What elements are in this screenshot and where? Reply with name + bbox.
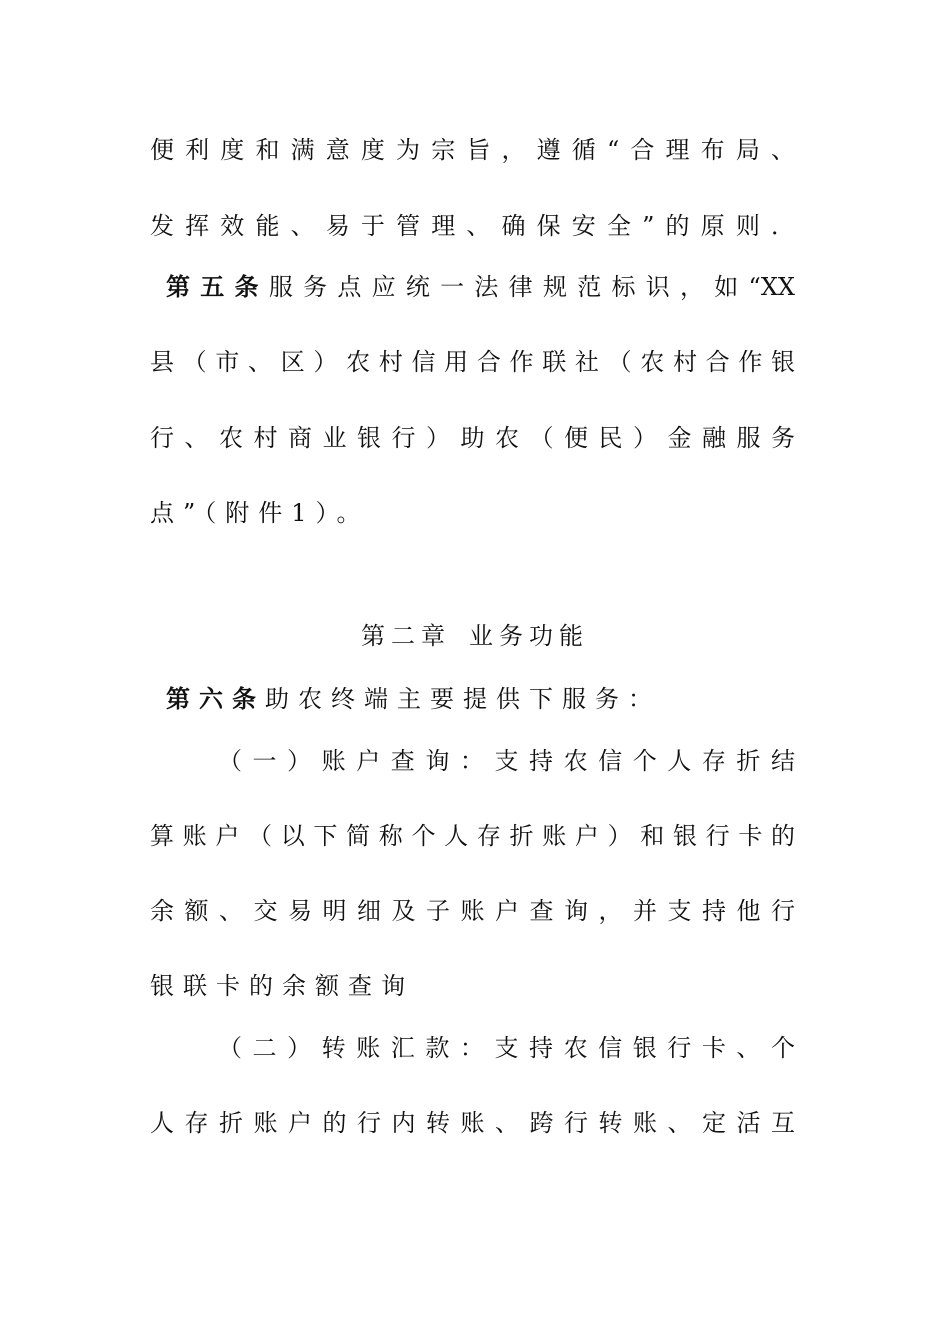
item-1-line-1: （一）账户查询：支持农信个人存折结 (218, 747, 795, 775)
body-line-1: 便利度和满意度为宗旨，遵循“合理布局、 (150, 136, 795, 164)
chapter-title: 业务功能 (469, 622, 589, 650)
item-1-line-4: 银联卡的余额查询 (150, 972, 414, 1000)
article-6-text: 助农终端主要提供下服务： (265, 685, 661, 713)
item-2-line-1: （二）转账汇款：支持农信银行卡、个 (218, 1034, 795, 1062)
body-line-6: 点”（附件1）。 (150, 499, 370, 527)
body-line-5: 行、农村商业银行）助农（便民）金融服务 (150, 424, 795, 452)
article-5-label: 第五条 (166, 272, 269, 301)
body-line-2: 发挥效能、易于管理、确保安全”的原则． (150, 212, 795, 240)
article-5-line (166, 271, 795, 303)
item-2-line-2: 人存折账户的行内转账、跨行转账、定活互 (150, 1109, 795, 1137)
body-line-4: 县（市、区）农村信用合作联社（农村合作银 (150, 348, 795, 376)
chapter-number: 第二章 (361, 622, 451, 650)
item-1-line-2: 算账户（以下简称个人存折账户）和银行卡的 (150, 822, 795, 850)
article-6-line (166, 683, 795, 715)
article-6-label: 第六条 (166, 684, 265, 713)
item-1-line-3: 余额、交易明细及子账户查询，并支持他行 (150, 897, 795, 925)
article-5-text: 服务点应统一法律规范标识，如“XX (268, 273, 795, 301)
chapter-heading (0, 620, 950, 652)
